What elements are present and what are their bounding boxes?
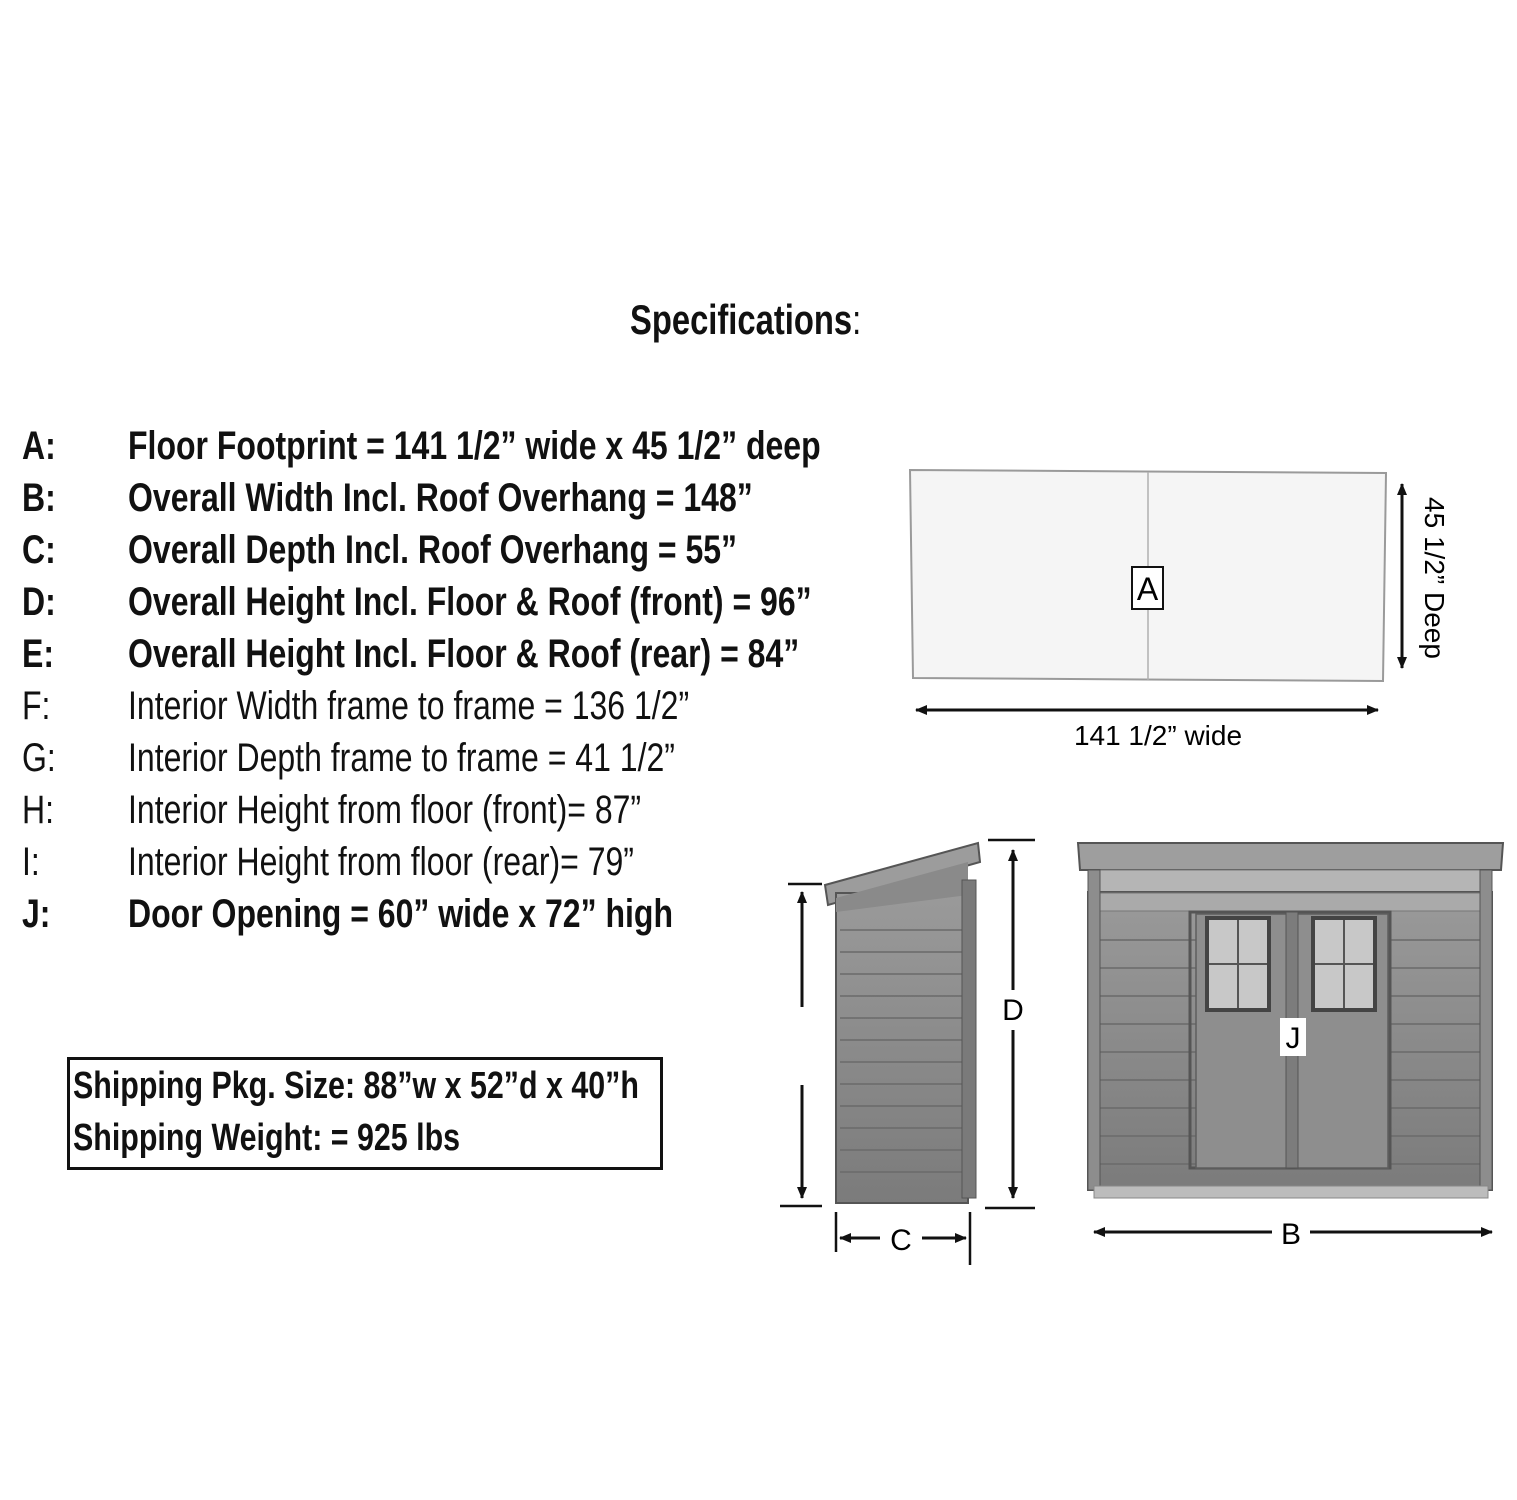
floor-label: A <box>1136 571 1159 607</box>
page-title: Specifications: <box>630 296 862 343</box>
spec-letter: B: <box>22 476 56 520</box>
spec-text: Overall Width Incl. Roof Overhang = 148” <box>128 476 753 520</box>
spec-text: Interior Width frame to frame = 136 1/2” <box>128 684 690 728</box>
front-view <box>1078 843 1503 1251</box>
spec-letter: E: <box>22 632 54 676</box>
spec-text: Floor Footprint = 141 1/2” wide x 45 1/2” deep <box>128 424 821 468</box>
spec-letter: H: <box>22 788 54 832</box>
shipping-package-size: Shipping Pkg. Size: 88”w x 52”d x 40”h <box>73 1065 639 1107</box>
shipping-weight: Shipping Weight: = 925 lbs <box>73 1117 461 1159</box>
spec-letter: J: <box>22 892 51 936</box>
front-header-beam <box>1100 893 1482 911</box>
front-roof <box>1078 843 1503 870</box>
spec-letter: I: <box>22 840 40 884</box>
floor-plan <box>910 470 1450 751</box>
floor-depth-label: 45 1/2” Deep <box>1419 497 1450 659</box>
front-fascia <box>1088 870 1492 892</box>
spec-letter: F: <box>22 684 51 728</box>
spec-letter: D: <box>22 580 56 624</box>
spec-letter: C: <box>22 528 56 572</box>
floor-width-label: 141 1/2” wide <box>1073 720 1243 751</box>
spec-text: Door Opening = 60” wide x 72” high <box>128 892 673 936</box>
spec-letter: A: <box>22 424 56 468</box>
front-base <box>1094 1186 1488 1198</box>
front-post-left <box>1088 870 1100 1190</box>
side-wall <box>836 893 968 1203</box>
front-post-right <box>1480 870 1492 1190</box>
side-height-label: D <box>1002 994 1024 1027</box>
door-label: J <box>1285 1022 1301 1055</box>
spec-text: Overall Height Incl. Floor & Roof (rear) = 84” <box>128 632 800 676</box>
spec-letter: G: <box>22 736 56 780</box>
side-depth-label: C <box>890 1224 912 1257</box>
front-width-label: B <box>1280 1218 1302 1251</box>
spec-text: Interior Depth frame to frame = 41 1/2” <box>128 736 675 780</box>
spec-text: Overall Height Incl. Floor & Roof (front) = 96” <box>128 580 812 624</box>
spec-text: Interior Height from floor (front)= 87” <box>128 788 642 832</box>
spec-text: Overall Depth Incl. Roof Overhang = 55” <box>128 528 738 572</box>
side-view <box>780 840 1035 1265</box>
side-corner-post <box>962 880 976 1198</box>
spec-text: Interior Height from floor (rear)= 79” <box>128 840 634 884</box>
